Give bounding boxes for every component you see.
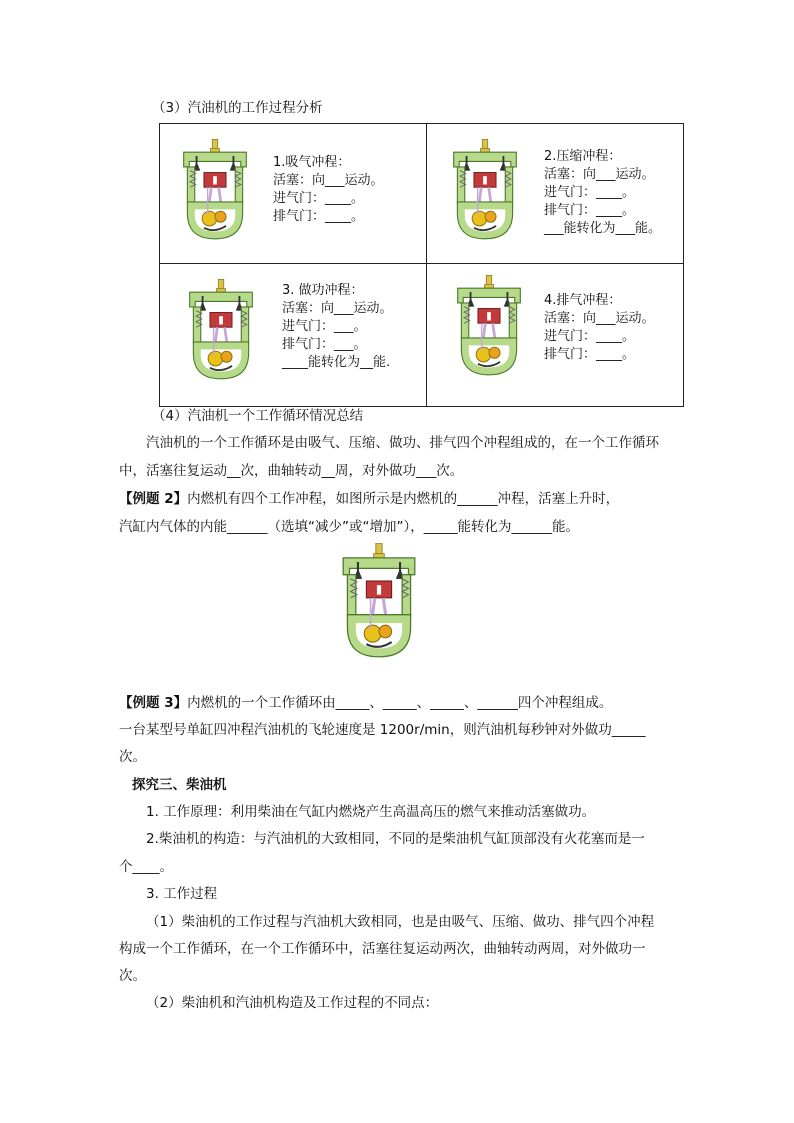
power-stroke-engine-figure (186, 278, 256, 382)
example-2-line-1 (119, 489, 619, 509)
power-line-3: 进气门：___。 (282, 319, 367, 334)
example-3-line-1 (119, 693, 612, 713)
power-stroke-text (282, 282, 393, 372)
summary-line-2: 中，活塞往复运动__次，曲轴转动__周，对外做功___次。 (119, 463, 464, 479)
exhaust-line-1: 4.排气冲程： (544, 293, 622, 308)
diesel-process-1-line-3: 次。 (119, 968, 146, 984)
exhaust-stroke-text (544, 292, 655, 364)
power-line-5: ____能转化为__能. (282, 355, 391, 370)
example-3-text-1: 内燃机的一个工作循环由_____、_____、_____、______四个冲程组成。 (187, 695, 613, 711)
compression-stroke-engine-figure (450, 138, 520, 242)
compression-line-4: 排气门：____。 (544, 203, 636, 218)
example-2-line-2: 汽缸内气体的内能______（选填“减少”或“增加”），_____能转化为______能。 (119, 519, 579, 535)
compression-line-5: ___能转化为___能。 (544, 221, 662, 236)
table-divider-vertical (426, 124, 427, 406)
summary-line-1: 汽油机的一个工作循环是由吸气、压缩、做功、排气四个冲程组成的，在一个工作循环 (146, 435, 659, 451)
diesel-principle: 1. 工作原理：利用柴油在气缸内燃烧产生高温高压的燃气来推动活塞做功。 (146, 804, 596, 820)
explore-3-title: 探究三、柴油机 (132, 777, 227, 793)
example-3-line-3: 次。 (119, 749, 146, 765)
intake-stroke-engine-figure (180, 138, 250, 242)
compression-stroke-text (544, 148, 661, 238)
exhaust-stroke-engine-figure (454, 274, 524, 378)
stroke-table (159, 123, 684, 407)
section-3-title: （3）汽油机的工作过程分析 (152, 100, 323, 116)
compression-line-2: 活塞：向___运动。 (544, 167, 655, 182)
exhaust-line-2: 活塞：向___运动。 (544, 311, 655, 326)
intake-line-1: 1.吸气冲程： (273, 155, 351, 170)
diesel-process-1-line-1: （1）柴油机的工作过程与汽油机大致相同，也是由吸气、压缩、做功、排气四个冲程 (146, 914, 655, 930)
diesel-process-1-line-2: 构成一个工作循环，在一个工作循环中，活塞往复运动两次，曲轴转动两周，对外做功一 (119, 941, 646, 957)
intake-line-4: 排气门：____。 (273, 209, 365, 224)
power-line-1: 3. 做功冲程： (282, 283, 364, 298)
diesel-process-2: （2）柴油机和汽油机构造及工作过程的不同点： (146, 995, 439, 1011)
exhaust-line-3: 进气门：____。 (544, 329, 636, 344)
table-divider-horizontal (160, 263, 683, 264)
diesel-structure-line-2: 个____。 (119, 859, 173, 875)
power-line-4: 排气门：___。 (282, 337, 367, 352)
diesel-process-title: 3. 工作过程 (146, 886, 218, 902)
intake-line-3: 进气门：____。 (273, 191, 365, 206)
compression-line-1: 2.压缩冲程： (544, 149, 622, 164)
intake-stroke-text (273, 154, 384, 226)
example-2-engine-figure (339, 543, 419, 659)
compression-line-3: 进气门：____。 (544, 185, 636, 200)
intake-line-2: 活塞：向___运动。 (273, 173, 384, 188)
example-2-label: 【例题 2】 (119, 491, 188, 507)
example-3-label: 【例题 3】 (119, 695, 188, 711)
example-3-line-2: 一台某型号单缸四冲程汽油机的飞轮速度是 1200r/min，则汽油机每秒钟对外做功_____ (119, 722, 646, 738)
example-2-text-1: 内燃机有四个工作冲程，如图所示是内燃机的______冲程，活塞上升时， (187, 491, 620, 507)
power-line-2: 活塞：向___运动。 (282, 301, 393, 316)
diesel-structure-line-1: 2.柴油机的构造：与汽油机的大致相同，不同的是柴油机气缸顶部没有火花塞而是一 (146, 831, 645, 847)
section-4-title: （4）汽油机一个工作循环情况总结 (152, 408, 364, 424)
exhaust-line-4: 排气门：____。 (544, 347, 636, 362)
